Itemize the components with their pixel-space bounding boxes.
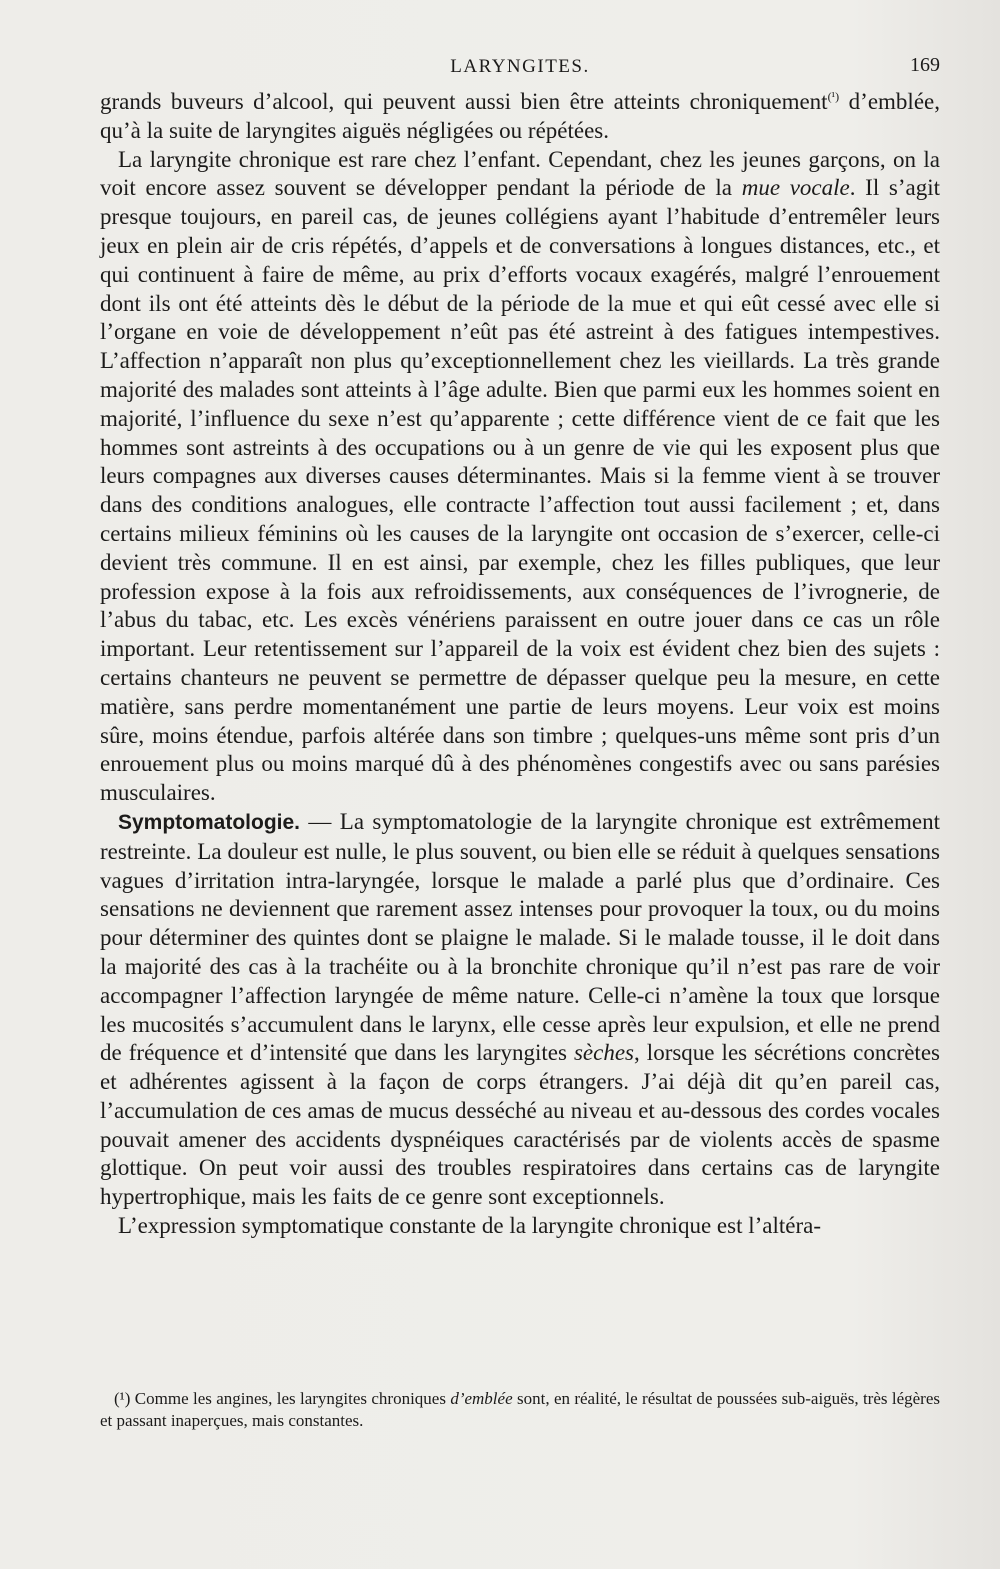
italic-term: sèches xyxy=(573,1040,635,1066)
section-heading: Symptomatologie. xyxy=(118,810,301,834)
paragraph-symptomatology xyxy=(100,808,940,1212)
footnote-text: Comme les angines, les laryngites chroniques xyxy=(130,1389,451,1408)
paragraph-text: — La symptomatologie de la laryngite chronique est extrêmement restreinte. La douleur est nulle, le plus souvent, ou bien elle se réduit à quelques sensations vagues d’irritation intra-laryngée, lorsque le malade a parlé plus que d’ordinaire. Ces sensations ne deviennent que rarement assez intenses pour provoquer la toux, ou du moins pour déterminer des quintes dont se plaigne le malade. Si le malade tousse, il le doit dans la majorité des cas à la trachéite ou à la bronchite chronique qu’il n’est pas rare de voir accompagner l’affection laryngée de même nature. Celle-ci n’amène la toux que lorsque les mucosités s’accumulent dans le larynx, elle cesse après leur expulsion, et elle ne prend de fréquence et d’intensité que dans les laryngites xyxy=(100,808,940,1066)
paragraph-text: d’emblée, qu’à la suite de laryngites aiguës négligées ou répétées. xyxy=(100,89,940,143)
paragraph-text: L’expression symptomatique constante de la laryngite chronique est l’altéra- xyxy=(118,1213,821,1239)
paragraph-etiology xyxy=(100,146,940,808)
paragraph-text: La laryngite chronique est rare chez l’enfant. Cependant, chez les jeunes garçons, on la voit encore assez souvent se développer pendant la période de la xyxy=(100,146,940,201)
body-text xyxy=(100,88,940,1241)
footnote-reference: (¹) xyxy=(827,89,840,104)
paragraph-text: , lorsque les sécrétions concrètes et adhérentes agissent à la façon de corps étrangers. J’ai déjà dit qu’en pareil cas, l’accumulation de ces amas de mucus desséché au niveau et au-dessous des cordes vocales pouvait amener des accidents dyspnéiques caractérisés par de violents accès de spasme glottique. On peut voir aussi des troubles respiratoires dans certains cas de laryngite hypertrophique, mais les faits de ce genre sont exceptionnels. xyxy=(100,1040,940,1210)
page-number: 169 xyxy=(910,54,940,76)
paragraph-text: grands buveurs d’alcool, qui peuvent aussi bien être atteints chroniquement xyxy=(100,89,828,114)
footnote xyxy=(100,1388,940,1432)
paragraph-last xyxy=(100,1212,940,1241)
running-head xyxy=(100,56,940,86)
italic-term: d’emblée xyxy=(450,1389,513,1408)
footnote-mark: (¹) xyxy=(114,1389,131,1408)
paragraph-text: . Il s’agit presque toujours, en pareil cas, de jeunes collégiens ayant l’habitude d’entremêler leurs jeux en plein air de cris répétés, d’appels et de conversations à longues distances, etc., et qui continuent à faire de même, au prix d’efforts vocaux exagérés, malgré l’enrouement dont ils ont été atteints dès le début de la période de la mue et qui eût cessé avec elle si l’organe en voie de développement n’eût pas été astreint à des fatigues intempestives. L’affection n’apparaît non plus qu’exceptionnellement chez les vieillards. La très grande majorité des malades sont atteints à l’âge adulte. Bien que parmi eux les hommes soient en majorité, l’influence du sexe n’est qu’apparente ; cette différence vient de ce fait que les hommes sont astreints à des occupations ou à un genre de vie qui les exposent plus que leurs compagnes aux diverses causes déterminantes. Mais si la femme vient à se trouver dans des conditions analogues, elle contracte l’affection tout aussi facilement ; et, dans certains milieux féminins où les causes de la laryngite ont occasion de s’exercer, celle-ci devient très commune. Il en est ainsi, par exemple, chez les filles publiques, que leur profession expose à la fois aux refroidissements, aux conséquences de l’ivrognerie, de l’abus du tabac, etc. Les excès vénériens paraissent en outre jouer dans ce cas un rôle important. Leur retentissement sur l’appareil de la voix est évident chez bien des sujets : certains chanteurs ne peuvent se permettre de dépasser quelque peu la mesure, en cette matière, sans perdre momentanément une partie de leurs moyens. Leur voix est moins sûre, moins étendue, parfois altérée dans son timbre ; quelques-uns même sont pris d’un enrouement plus ou moins marqué dû à des phénomènes congestifs avec ou sans parésies musculaires. xyxy=(100,175,941,806)
footnote-text: sont, en réalité, le résultat de poussées sub-aiguës, très légères et passant inaperçues, mais constantes. xyxy=(100,1389,940,1430)
paragraph-continuation xyxy=(100,88,940,146)
running-title: LARYNGITES. xyxy=(450,56,590,77)
italic-term: mue vocale xyxy=(741,175,850,201)
footnotes xyxy=(100,1388,940,1432)
